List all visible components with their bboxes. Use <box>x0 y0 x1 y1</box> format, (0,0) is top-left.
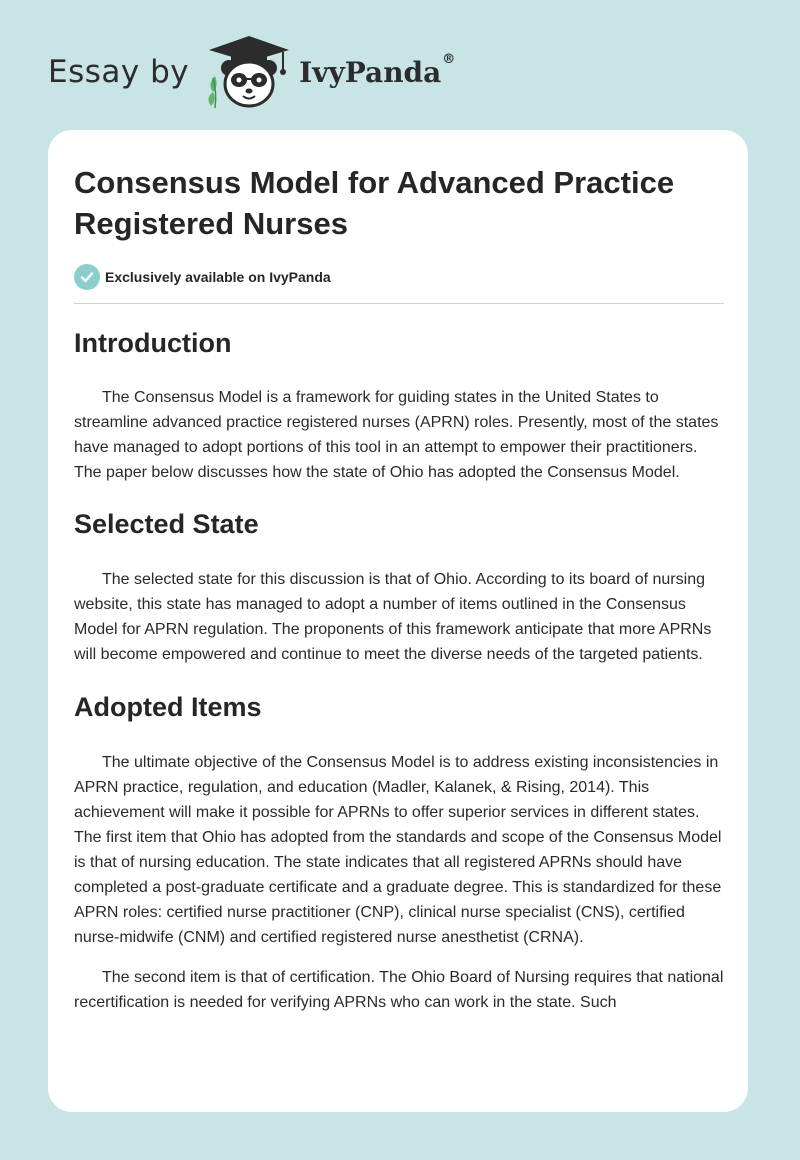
check-circle-icon <box>74 264 100 290</box>
divider <box>74 303 724 304</box>
brand-name <box>299 51 456 89</box>
section-heading-selected-state: Selected State <box>74 509 259 539</box>
badge-text: Exclusively available on IvyPanda <box>105 269 331 285</box>
section-heading-adopted-items: Adopted Items <box>74 692 262 722</box>
section-paragraph: The selected state for this discussion is that of Ohio. According to its board of nursing website, this state has managed to adopt a number of items outlined in the Consensus Model for APRN regulation. The proponents of this framework anticipate that more APRNs will become empowered and continue to meet the diverse needs of the targeted patients. <box>74 571 712 663</box>
exclusive-badge <box>74 264 724 290</box>
panda-graduate-logo-icon <box>203 32 295 112</box>
article-card <box>48 130 748 1112</box>
section-paragraph: The second item is that of certification. The Ohio Board of Nursing requires that national recertification is needed for verifying APRNs who can work in the state. Such <box>74 969 724 1011</box>
section-heading-introduction: Introduction <box>74 328 232 358</box>
section-paragraph: The ultimate objective of the Consensus Model is to address existing inconsistencies in APRN practice, regulation, and education (Madler, Kalanek, & Rising, 2014). This achievement will make it possible for APRNs to offer superior services in different states. The first item that Ohio has adopted from the standards and scope of the Consensus Model is that of nursing education. The state indicates that all registered APRNs should have completed a post-graduate certificate and a graduate degree. This is standardized for these APRN roles: certified nurse practitioner (CNP), clinical nurse specialist (CNS), certified nurse-midwife (CNM) and certified registered nurse anesthetist (CRNA). <box>74 754 722 946</box>
brand-header <box>48 32 455 112</box>
article-title: Consensus Model for Advanced Practice Registered Nurses <box>74 165 675 241</box>
brand-prefix: Essay by <box>48 54 190 90</box>
section-paragraph: The Consensus Model is a framework for guiding states in the United States to streamline advanced practice registered nurses (APRN) roles. Presently, most of the states have managed to adopt portions of this tool in an attempt to empower their practitioners. The paper below discusses how the state of Ohio has adopted the Consensus Model. <box>74 389 719 481</box>
brand-name-text: IvyPanda <box>299 55 442 89</box>
registered-mark: ® <box>442 51 456 67</box>
